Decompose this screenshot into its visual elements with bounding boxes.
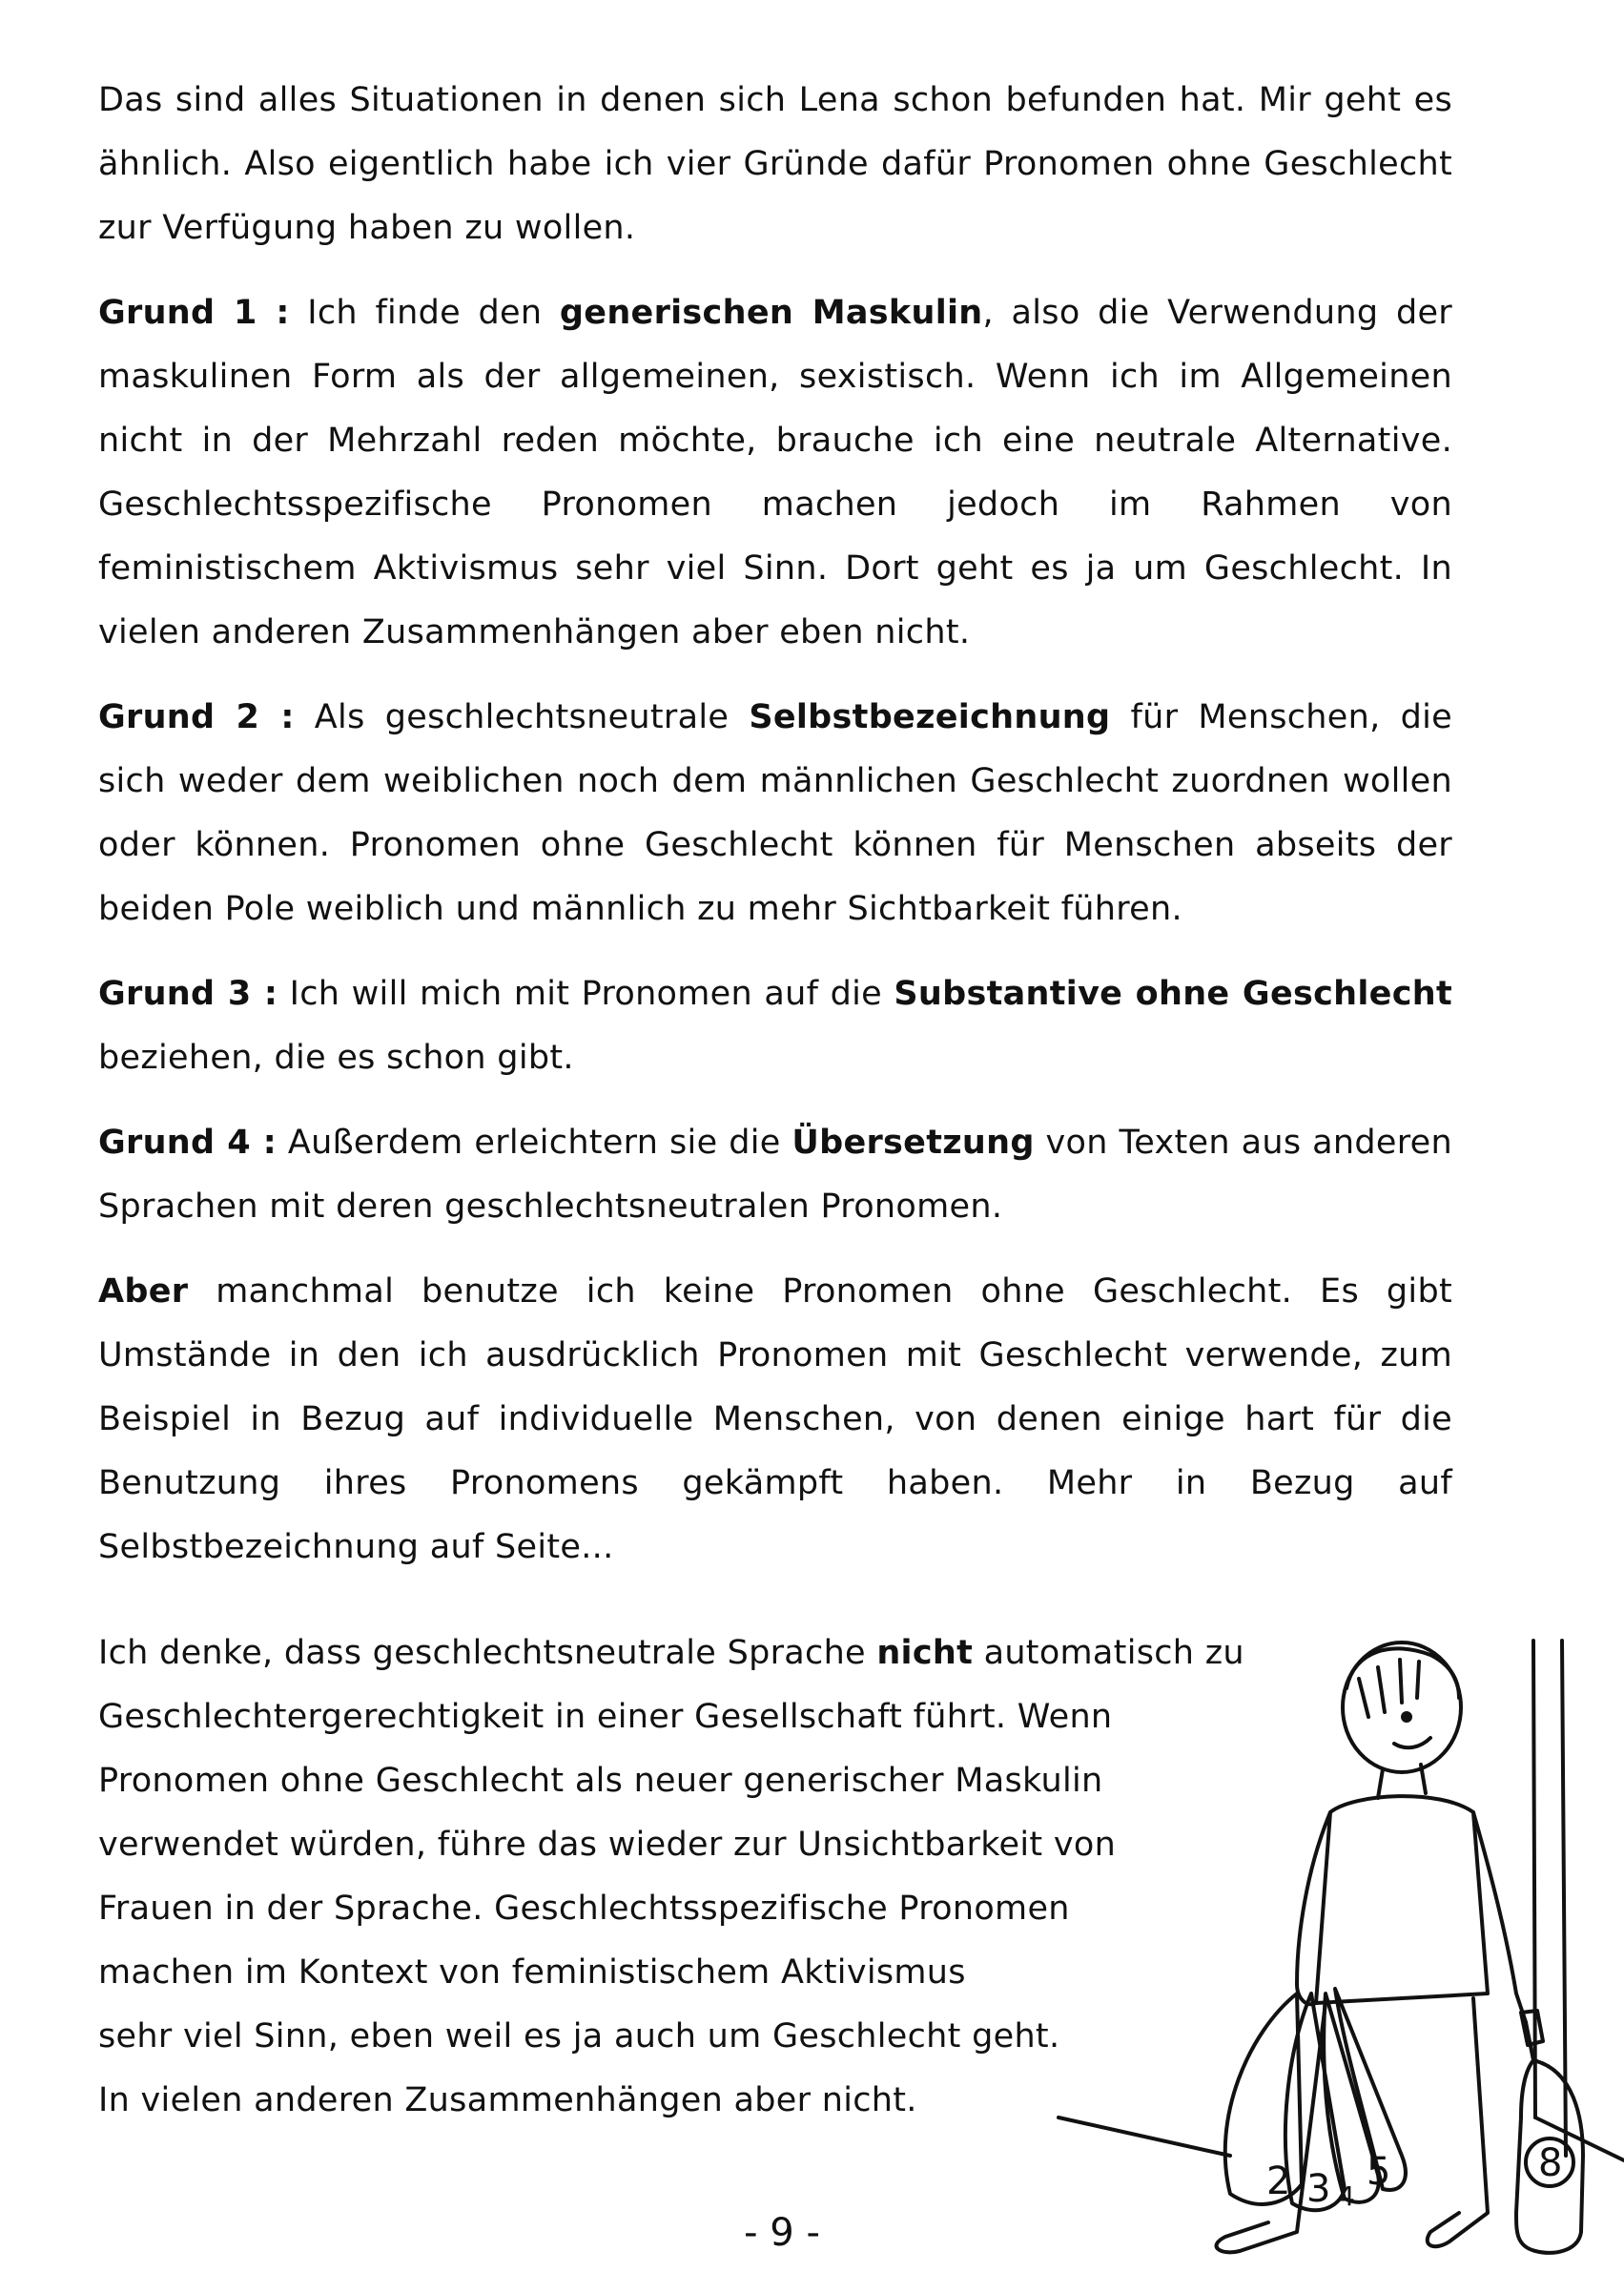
right-leg-icon bbox=[1428, 1998, 1488, 2246]
aber-label: Aber bbox=[98, 1272, 189, 1311]
reason-2-text-before: Als geschlechtsneutrale bbox=[294, 698, 750, 736]
reason-4-label: Grund 4 : bbox=[98, 1124, 278, 1162]
bag-number-4: 4 bbox=[1338, 2180, 1355, 2212]
torso-icon bbox=[1316, 1796, 1488, 2003]
reason-4-text-after: von Texten aus anderen Sprachen mit deren geschlechtsneutralen Pronomen. bbox=[98, 1124, 1453, 1226]
closing-line-1-before: Ich denke, dass geschlechtsneutrale Sprache bbox=[98, 1634, 877, 1672]
reason-1-text-before: Ich finde den bbox=[289, 294, 560, 332]
reason-3-label: Grund 3 : bbox=[98, 975, 278, 1013]
mouth-icon bbox=[1394, 1738, 1430, 1747]
left-arm-icon bbox=[1297, 1812, 1330, 2004]
body-text bbox=[98, 69, 1452, 1601]
closing-line-4: verwendet würden, führe das wieder zur Unsichtbarkeit von bbox=[98, 1826, 1117, 1864]
hair-strands-icon bbox=[1359, 1660, 1419, 1717]
reason-2-label: Grund 2 : bbox=[98, 698, 295, 736]
bag-number-3: 3 bbox=[1306, 2167, 1331, 2211]
floor-left-line-icon bbox=[1059, 2117, 1230, 2156]
reason-2-paragraph bbox=[98, 686, 1452, 941]
wall-line-icon bbox=[1533, 1641, 1535, 2117]
page-number: - 9 - bbox=[744, 2211, 820, 2255]
intro-paragraph: Das sind alles Situationen in denen sich Lena schon befunden hat. Mir geht es ähnlich. Also eigentlich habe ich vier Gründe dafür Pronomen ohne Geschlecht zur Verfügung haben zu wollen. bbox=[98, 81, 1452, 247]
closing-line-2: Geschlechtergerechtigkeit in einer Gesellschaft führt. Wenn bbox=[98, 1698, 1113, 1736]
reason-3-highlight: Substantive ohne Geschlecht bbox=[894, 975, 1453, 1013]
aber-text: manchmal benutze ich keine Pronomen ohne Geschlecht. Es gibt Umstände in den ich ausdrücklich Pronomen mit Geschlecht verwende, zum Beispiel in Bezug auf individuelle Menschen, von denen einige hart für die Benutzung ihres Pronomens gekämpft haben. Mehr in Bezug auf Selbstbezeichnung auf Seite... bbox=[98, 1272, 1452, 1566]
eye-icon bbox=[1403, 1713, 1410, 1721]
reason-2-text-after: für Menschen, die sich weder dem weiblichen noch dem männlichen Geschlecht zuordnen wollen oder können. Pronomen ohne Geschlecht können für Menschen abseits der beiden Pole weiblich und männlich zu mehr Sichtbarkeit führen. bbox=[98, 698, 1453, 928]
reason-1-text-after: , also die Verwendung der maskulinen Form als der allgemeinen, sexistisch. Wenn ich im Allgemeinen nicht in der Mehrzahl reden möchte, brauche ich eine neutrale Alternative. Geschlechtsspezifische Pronomen machen jedoch im Rahmen von feministischem Aktivismus sehr viel Sinn. Dort geht es ja um Geschlecht. In vielen anderen Zusammenhängen aber eben nicht. bbox=[98, 294, 1452, 651]
bottle-number: 8 bbox=[1538, 2141, 1563, 2185]
reason-1-label: Grund 1 : bbox=[98, 294, 290, 332]
closing-line-1-after: automatisch zu bbox=[973, 1634, 1244, 1672]
person-with-bags-illustration bbox=[1039, 1622, 1624, 2289]
closing-line-7: sehr viel Sinn, eben weil es ja auch um Geschlecht geht. bbox=[98, 2017, 1060, 2055]
person-drawing-svg bbox=[1039, 1622, 1624, 2289]
reason-2-highlight: Selbstbezeichnung bbox=[749, 698, 1111, 736]
closing-line-6: machen im Kontext von feministischem Aktivismus bbox=[98, 1953, 966, 1992]
bag-number-5: 5 bbox=[1367, 2150, 1391, 2194]
reason-4-highlight: Übersetzung bbox=[791, 1124, 1035, 1162]
reason-3-text-after: beziehen, die es schon gibt. bbox=[98, 1039, 574, 1077]
reason-3-text-before: Ich will mich mit Pronomen auf die bbox=[278, 975, 894, 1013]
reason-4-text-before: Außerdem erleichtern sie die bbox=[277, 1124, 792, 1162]
reason-4-paragraph bbox=[98, 1111, 1452, 1239]
closing-line-8: In vielen anderen Zusammenhängen aber nicht. bbox=[98, 2081, 917, 2119]
reason-3-paragraph bbox=[98, 962, 1452, 1090]
closing-line-3: Pronomen ohne Geschlecht als neuer generischer Maskulin bbox=[98, 1762, 1103, 1800]
closing-line-1-highlight: nicht bbox=[876, 1634, 974, 1672]
bag-number-2: 2 bbox=[1266, 2159, 1291, 2203]
left-leg-icon bbox=[1217, 2003, 1326, 2252]
reason-1-highlight: generischen Maskulin bbox=[559, 294, 983, 332]
closing-line-5: Frauen in der Sprache. Geschlechtsspezifische Pronomen bbox=[98, 1890, 1070, 1928]
aber-paragraph bbox=[98, 1260, 1452, 1580]
reason-1-paragraph bbox=[98, 281, 1452, 665]
